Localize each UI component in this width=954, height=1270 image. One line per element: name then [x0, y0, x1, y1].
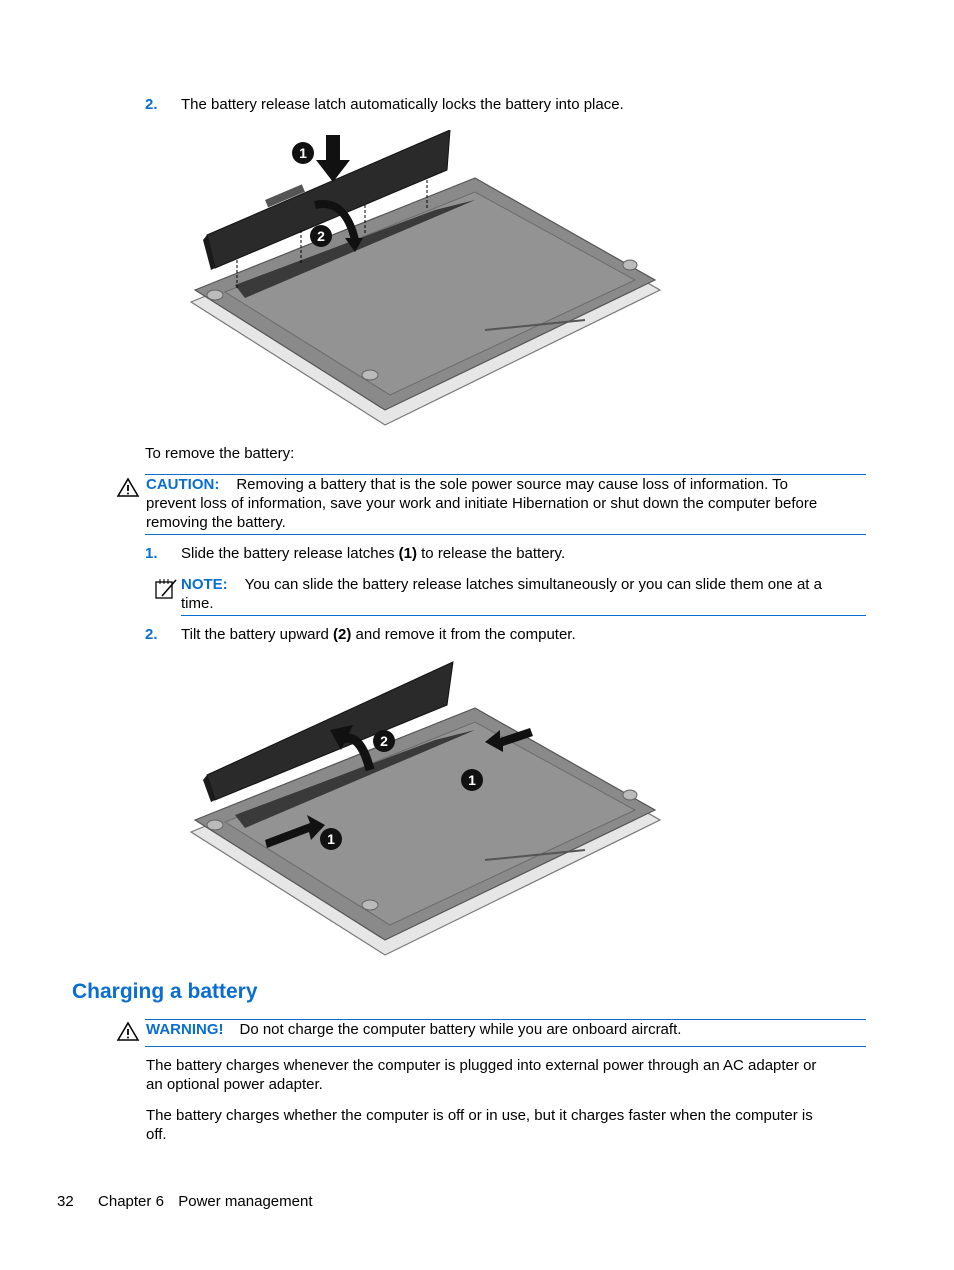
caution-block — [146, 475, 871, 532]
remove-step-1 — [145, 544, 566, 563]
caution-icon — [116, 477, 140, 498]
note-line-2: time. — [181, 595, 214, 612]
paragraph-line: off. — [146, 1126, 167, 1143]
paragraph-line: The battery charges whenever the computer is plugged into external power through an AC adapter or — [146, 1057, 817, 1074]
charging-paragraph-1 — [146, 1056, 816, 1094]
step-callout-ref: (1) — [398, 545, 417, 562]
paragraph-line: The battery charges whether the computer is off or in use, but it charges faster when the computer is — [146, 1107, 813, 1124]
warning-block — [146, 1020, 681, 1039]
note-block — [181, 575, 871, 613]
step-text: Slide the battery release latches — [181, 545, 399, 562]
footer-chapter: Chapter 6 — [98, 1193, 164, 1210]
callout-2-label: 2 — [317, 228, 325, 244]
remove-intro: To remove the battery: — [145, 445, 295, 462]
step-text: to release the battery. — [416, 545, 566, 562]
paragraph-line: an optional power adapter. — [146, 1076, 323, 1093]
callout-1-label: 1 — [327, 831, 335, 847]
warning-label: WARNING! — [146, 1021, 224, 1038]
caution-bottom-rule — [145, 534, 866, 535]
note-icon — [154, 576, 180, 600]
rubber-foot — [207, 820, 223, 830]
caution-line-3: removing the battery. — [146, 514, 286, 531]
rubber-foot — [362, 900, 378, 910]
caution-line-2: prevent loss of information, save your work and initiate Hibernation or shut down the computer before — [146, 495, 818, 512]
page-footer — [57, 1193, 313, 1210]
step-text: and remove it from the computer. — [351, 626, 576, 643]
warning-bottom-rule — [145, 1046, 866, 1047]
battery-remove-figure — [185, 660, 665, 960]
note-bottom-rule — [181, 615, 866, 616]
step-callout-ref: (2) — [333, 626, 352, 643]
step-number: 2. — [145, 626, 158, 643]
remove-step-2 — [145, 625, 576, 644]
step-text: Tilt the battery upward — [181, 626, 334, 643]
footer-title: Power management — [178, 1193, 313, 1210]
callout-2-label: 2 — [380, 733, 388, 749]
page-number: 32 — [57, 1193, 74, 1210]
rubber-foot — [207, 290, 223, 300]
install-step-2 — [145, 95, 624, 114]
note-label: NOTE: — [181, 576, 228, 593]
rubber-foot — [623, 790, 637, 800]
callout-1-label: 1 — [299, 145, 307, 161]
battery-install-figure — [185, 130, 665, 430]
callout-1-label: 1 — [468, 772, 476, 788]
caution-line-1: Removing a battery that is the sole power source may cause loss of information. To — [236, 476, 788, 493]
warning-text: Do not charge the computer battery while you are onboard aircraft. — [239, 1021, 682, 1038]
step-number: 1. — [145, 545, 158, 562]
warning-icon — [116, 1021, 140, 1042]
charging-paragraph-2 — [146, 1106, 813, 1144]
rubber-foot — [362, 370, 378, 380]
step-text: The battery release latch automatically locks the battery into place. — [181, 96, 624, 113]
caution-label: CAUTION: — [146, 476, 220, 493]
note-line-1: You can slide the battery release latches simultaneously or you can slide them one at a — [244, 576, 822, 593]
step-number: 2. — [145, 96, 158, 113]
section-title: Charging a battery — [72, 980, 258, 1003]
rubber-foot — [623, 260, 637, 270]
